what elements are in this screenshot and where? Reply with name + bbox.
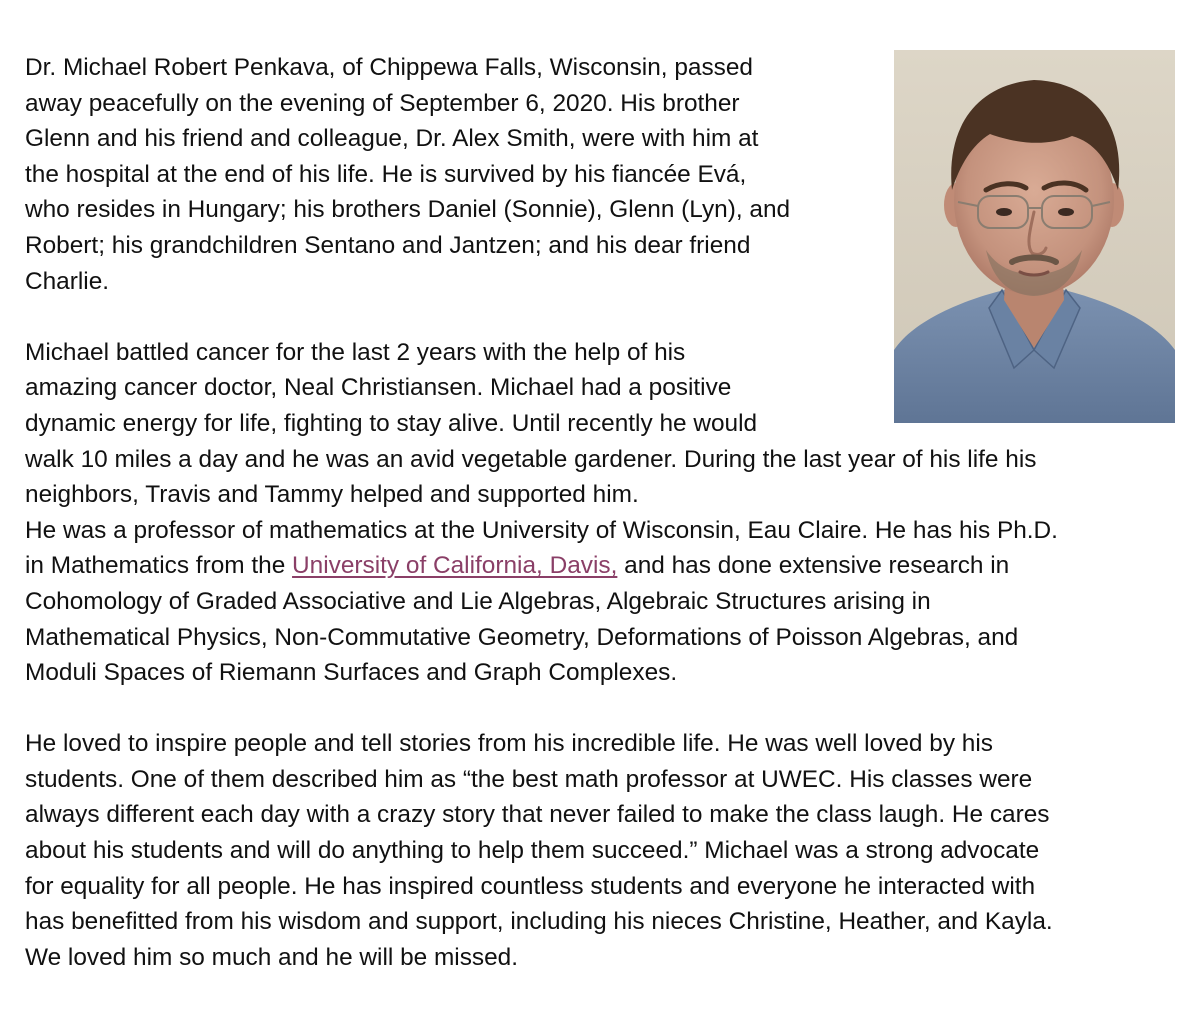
text-line: Dr. Michael Robert Penkava, of Chippewa Falls, Wisconsin, passed <box>25 54 753 81</box>
text-line: always different each day with a crazy story that never failed to make the class laugh. He cares <box>25 801 1050 829</box>
text-fragment: and has done extensive research in <box>617 552 1010 580</box>
text-line: Michael battled cancer for the last 2 years with the help of his <box>25 338 686 366</box>
text-line: who resides in Hungary; his brothers Daniel (Sonnie), Glenn (Lyn), and <box>25 196 791 224</box>
text-line: Moduli Spaces of Riemann Surfaces and Graph Complexes. <box>25 659 678 687</box>
text-line: students. One of them described him as “the best math professor at UWEC. His classes were <box>25 765 1033 793</box>
text-line: amazing cancer doctor, Neal Christiansen. Michael had a positive <box>25 374 732 402</box>
text-line: Glenn and his friend and colleague, Dr. Alex Smith, were with him at <box>25 125 759 153</box>
text-line: walk 10 miles a day and he was an avid vegetable gardener. During the last year of his life his <box>25 445 1037 473</box>
text-line: away peacefully on the evening of September 6, 2020. His brother <box>25 89 740 117</box>
text-line: the hospital at the end of his life. He is survived by his fiancée Evá, <box>25 160 747 188</box>
text-line: about his students and will do anything to help them succeed.” Michael was a strong advocate <box>25 837 1040 865</box>
text-line: for equality for all people. He has inspired countless students and everyone he interacted with <box>25 872 1036 900</box>
text-line: dynamic energy for life, fighting to stay alive. Until recently he would <box>25 409 758 437</box>
portrait-illustration <box>894 50 1175 423</box>
text-line-with-link <box>25 548 1175 584</box>
text-fragment: in Mathematics from the <box>25 552 293 580</box>
text-line: neighbors, Travis and Tammy helped and supported him. <box>25 481 639 509</box>
text-line: Robert; his grandchildren Sentano and Jantzen; and his dear friend <box>25 231 751 259</box>
paragraph-3 <box>25 513 1175 691</box>
obituary-document <box>25 50 1175 975</box>
text-line: He was a professor of mathematics at the University of Wisconsin, Eau Claire. He has his Ph.D. <box>25 516 1058 544</box>
text-line: Mathematical Physics, Non-Commutative Geometry, Deformations of Poisson Algebras, and <box>25 623 1019 651</box>
paragraph-4 <box>25 726 1175 975</box>
text-line: Cohomology of Graded Associative and Lie Algebras, Algebraic Structures arising in <box>25 587 931 615</box>
portrait-photo <box>894 50 1175 423</box>
text-line: We loved him so much and he will be missed. <box>25 943 519 971</box>
text-line: He loved to inspire people and tell stories from his incredible life. He was well loved by his <box>25 730 993 758</box>
text-line: has benefitted from his wisdom and support, including his nieces Christine, Heather, and Kayla. <box>25 908 1053 936</box>
text-line: Charlie. <box>25 267 110 295</box>
university-link[interactable]: University of California, Davis, <box>292 552 618 580</box>
paragraph-spacer <box>25 691 1175 727</box>
